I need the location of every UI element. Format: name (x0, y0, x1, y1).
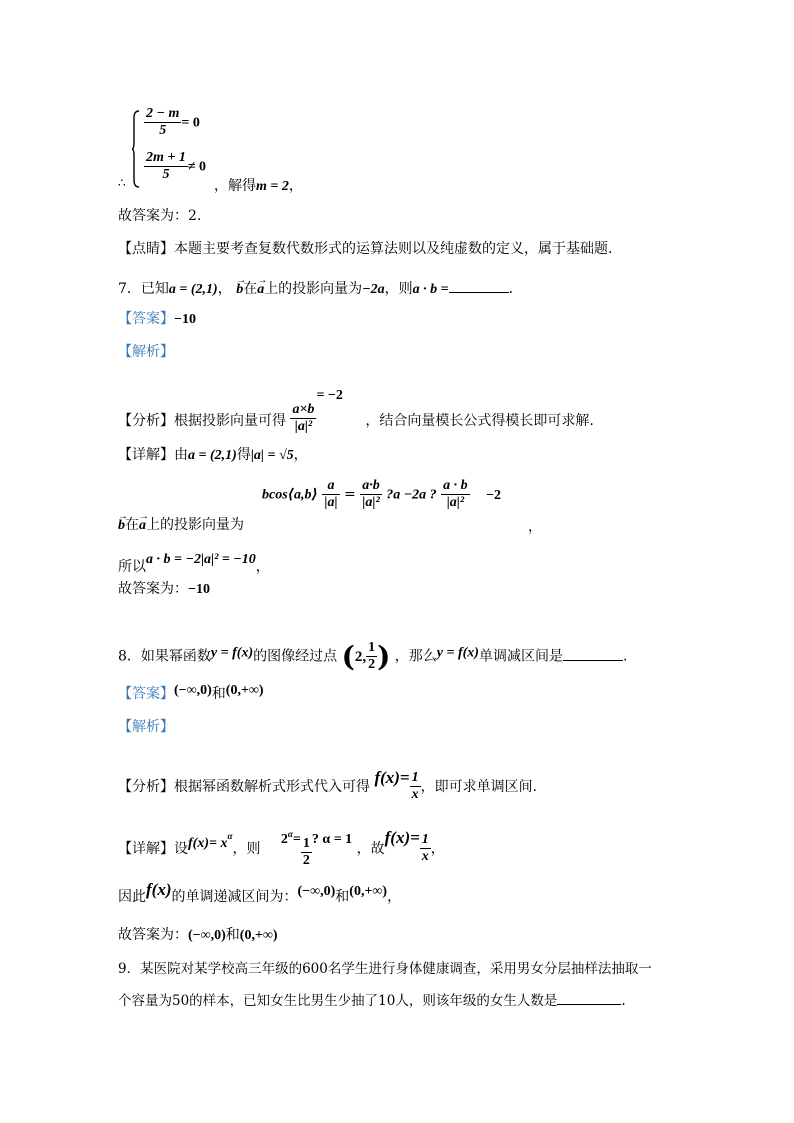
q7-fenxi: 【分析】根据投影向量可得 $\frac{a\times b}{\text{|a|²}}$ = −2 ，结合向量模长公式得模长即可求解. (118, 388, 594, 434)
left-brace (132, 110, 140, 188)
q8-analysis-tag: 【解析】 (118, 719, 174, 735)
q8-hence: 因此f(x)的单调递减区间为：(−∞,0)和(0,+∞)， (118, 880, 402, 905)
point-coordinate: ( 2, $\frac{1}{2}$ ) (341, 639, 391, 673)
q7-answer: 【答案】−10 (118, 311, 196, 327)
q7-analysis-tag: 【解析】 (118, 344, 174, 360)
q8-final: 故答案为：(−∞,0)和(0,+∞) (118, 927, 278, 943)
q7-so: 所以a · b = −2|a|² = −10， (118, 552, 270, 575)
q8-detail: 【详解】设$f(x)= x^\alpha$，则 $2^\alpha=$ $\frac{1}{2}$ ? α = 1 ，故f(x)= $\frac{1}{x}$ ， (118, 828, 445, 868)
solve-line: ，解得m = 2， (214, 178, 303, 194)
q7-final: 故答案为：−10 (118, 581, 210, 597)
q7-question: 7．已知a = (2,1)， → b在→ a上的投影向量为−2a，则a · b = . (118, 280, 513, 299)
answer-blank (557, 992, 621, 1005)
q9-line-2: 个容量为50的样本，已知女生比男生少抽了10人，则该年级的女生人数是 . (118, 993, 626, 1009)
q8-answer: 【答案】(−∞,0)和(0,+∞) (118, 683, 264, 702)
q7-projection-label: → b在→ a上的投影向量为 (118, 516, 244, 535)
q8-fenxi: 【分析】根据幂函数解析式形式代入可得 f(x)= $\frac{1}{x}$ ，即可求单调区间. (118, 768, 538, 802)
therefore-symbol: ∴ (118, 176, 126, 190)
q9-line-1: 9．某医院对某学校高三年级的600名学生进行身体健康调查，采用男女分层抽样法抽取一 (118, 961, 652, 977)
equation-2: $\frac{2m + 1}{5}$ ≠ 0 (146, 150, 207, 182)
equation-1: $\frac{2 - m}{5}$ = 0 (146, 106, 200, 138)
q7-projection-formula: bcos⟨a,b⟩ $\frac{a}{|a|}$ = $\frac{a\cdot b}{\text{|a|²}}$ ?a −2a ? $\frac{a \cdot b}{\text{|a|²}}$ −2 (262, 478, 502, 510)
answer-blank (563, 648, 623, 661)
q6-answer: 故答案为：2. (118, 208, 202, 224)
q7-detail: 【详解】由a = (2,1)得|a| = √5， (118, 447, 308, 463)
q7-projection-comma: ， (528, 519, 542, 535)
answer-blank (449, 280, 509, 293)
q8-question: 8．如果幂函数y = f(x)的图像经过点 ( 2, $\frac{1}{2}$ ) ，那么y = f(x)单调减区间是 . (118, 639, 628, 673)
q6-comment: 【点睛】本题主要考查复数代数形式的运算法则以及纯虚数的定义，属于基础题. (118, 241, 613, 257)
